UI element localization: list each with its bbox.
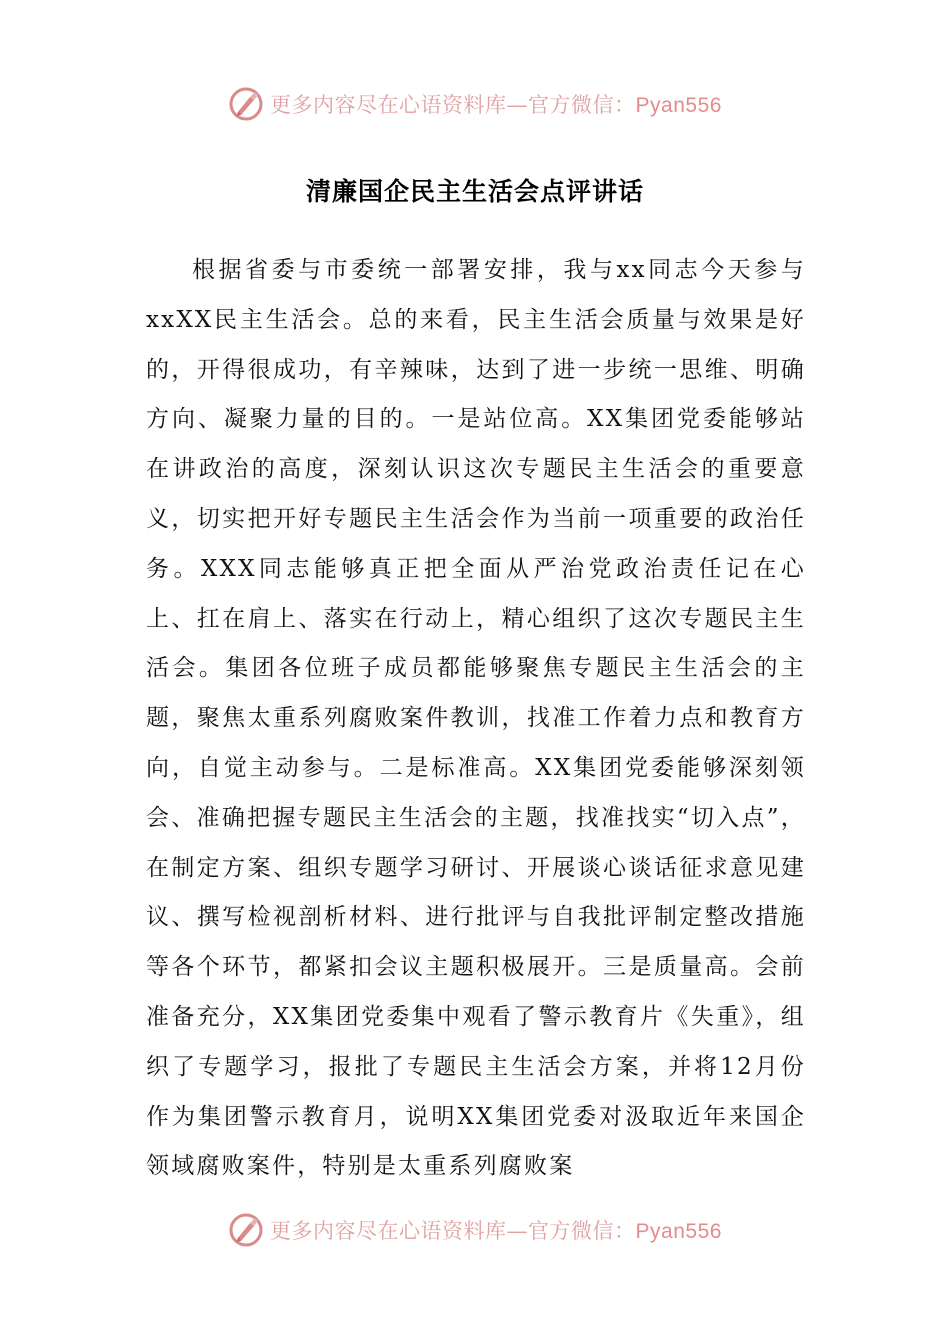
body-paragraph: 根据省委与市委统一部署安排，我与xx同志今天参与xxXX民主生活会。总的来看，民主生活会质量与效果是好的，开得很成功，有辛辣味，达到了进一步统一思维、明确方向、凝聚力量的目的。一是站位高。XX集团党委能够站在讲政治的高度，深刻认识这次专题民主生活会的重要意义，切实把开好专题民主生活会作为当前一项重要的政治任务。XXX同志能够真正把全面从严治党政治责任记在心上、扛在肩上、落实在行动上，精心组织了这次专题民主生活会。集团各位班子成员都能够聚焦专题民主生活会的主题，聚焦太重系列腐败案件教训，找准工作着力点和教育方向，自觉主动参与。二是标准高。XX集团党委能够深刻领会、准确把握专题民主生活会的主题，找准找实“切入点”，在制定方案、组织专题学习研讨、开展谈心谈话征求意见建议、撰写检视剖析材料、进行批评与自我批评制定整改措施等各个环节，都紧扣会议主题积极展开。三是质量高。会前准备充分，XX集团党委集中观看了警示教育片《失重》，组织了专题学习，报批了专题民主生活会方案，并将12月份作为集团警示教育月，说明XX集团党委对汲取近年来国企领域腐败案件，特别是太重系列腐败案	[146, 257, 806, 1180]
header-watermark	[228, 86, 722, 122]
wechat-id: Pyan556	[635, 1220, 722, 1243]
footer-watermark-text: 更多内容尽在心语资料库—官方微信：Pyan556	[270, 1219, 722, 1243]
pen-logo-icon	[228, 86, 264, 122]
header-watermark-banner	[0, 84, 950, 124]
footer-watermark	[228, 1212, 722, 1248]
wechat-id: Pyan556	[635, 94, 722, 117]
pen-logo-icon	[228, 1212, 264, 1248]
document-title: 清廉国企民主生活会点评讲话	[305, 177, 644, 206]
header-watermark-text: 更多内容尽在心语资料库—官方微信：Pyan556	[270, 93, 722, 117]
footer-watermark-banner	[0, 1210, 950, 1250]
